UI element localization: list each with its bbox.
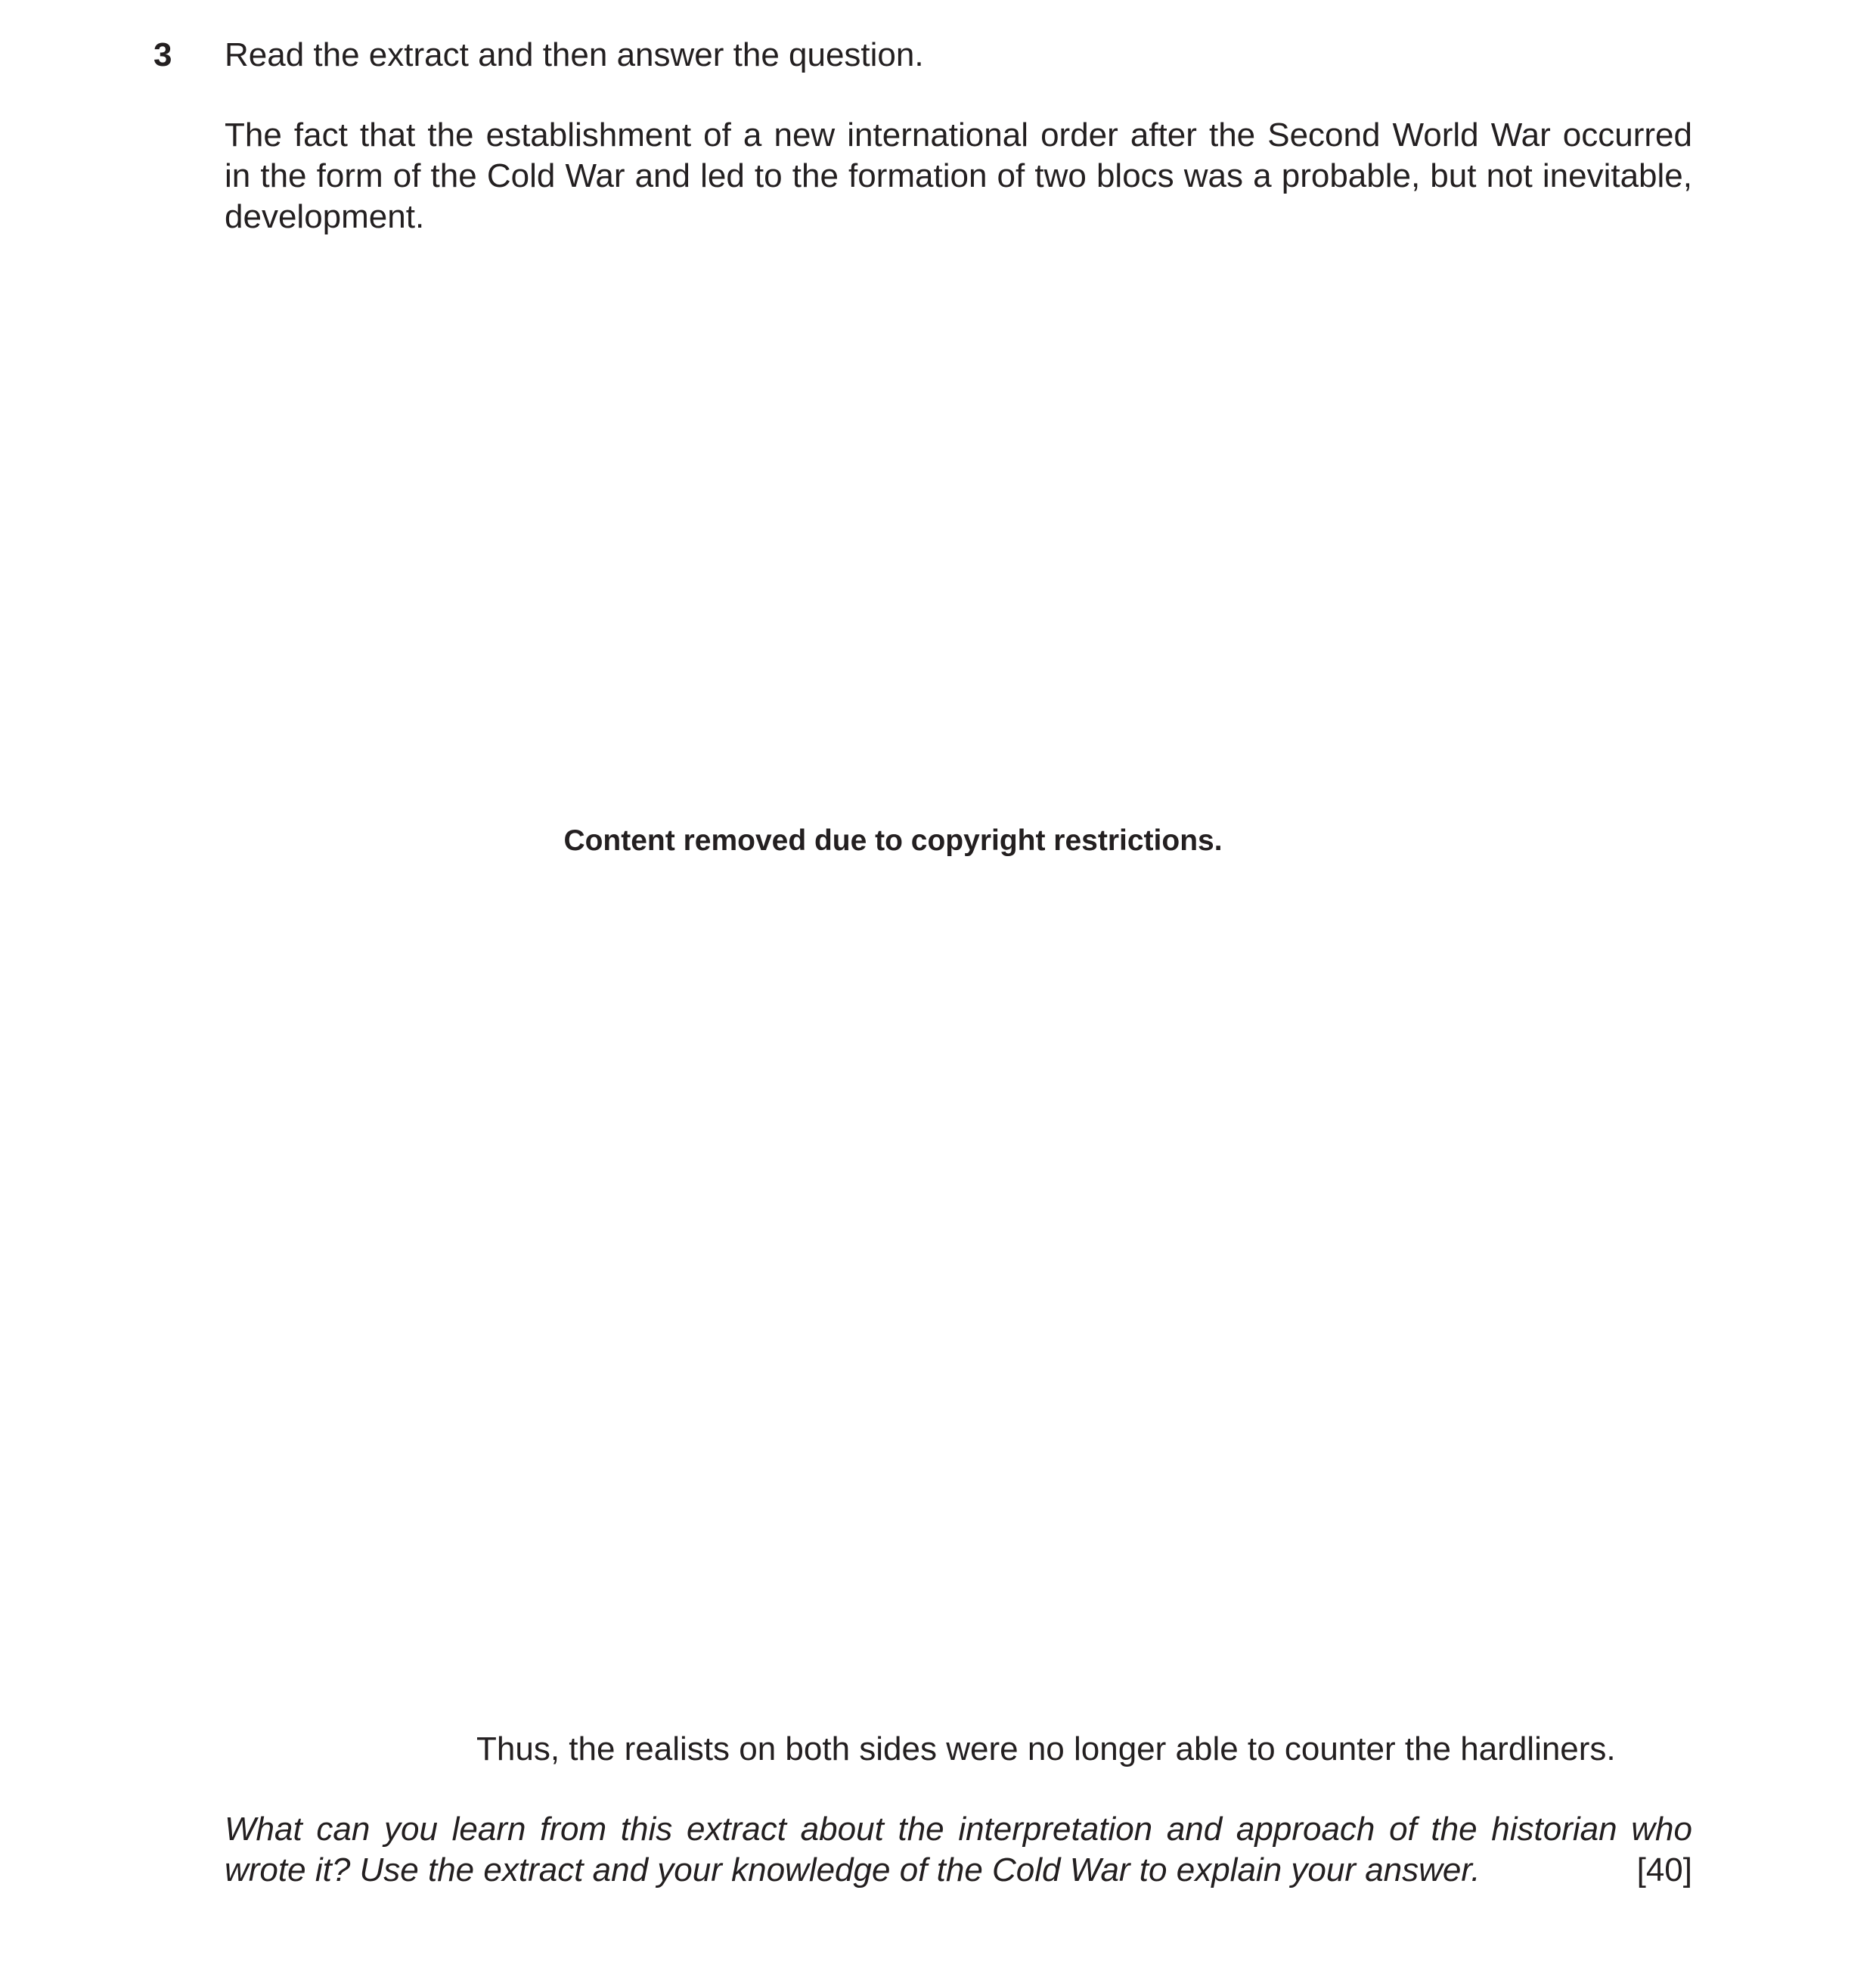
question-prompt <box>225 1809 1692 1891</box>
copyright-notice: Content removed due to copyright restrictions. <box>563 824 1223 857</box>
extract-intro-line: The fact that the establishment of a new international order after the Second World War occurred <box>225 116 1692 154</box>
extract-intro-line: in the form of the Cold War and led to the formation of two blocs was a probable, but not inevitable, <box>225 157 1692 194</box>
question-instruction: Read the extract and then answer the question. <box>225 36 924 73</box>
extract-intro-line: development. <box>225 198 425 235</box>
marks-allocation: [40] <box>1636 1851 1692 1888</box>
question-prompt-line: What can you learn from this extract about the interpretation and approach of the historian who <box>225 1811 1692 1848</box>
question-number: 3 <box>153 36 172 73</box>
question-prompt-line: wrote it? Use the extract and your knowledge of the Cold War to explain your answer. <box>225 1851 1481 1888</box>
extract-intro <box>225 115 1692 237</box>
extract-end: Thus, the realists on both sides were no longer able to counter the hardliners. <box>476 1730 1616 1767</box>
